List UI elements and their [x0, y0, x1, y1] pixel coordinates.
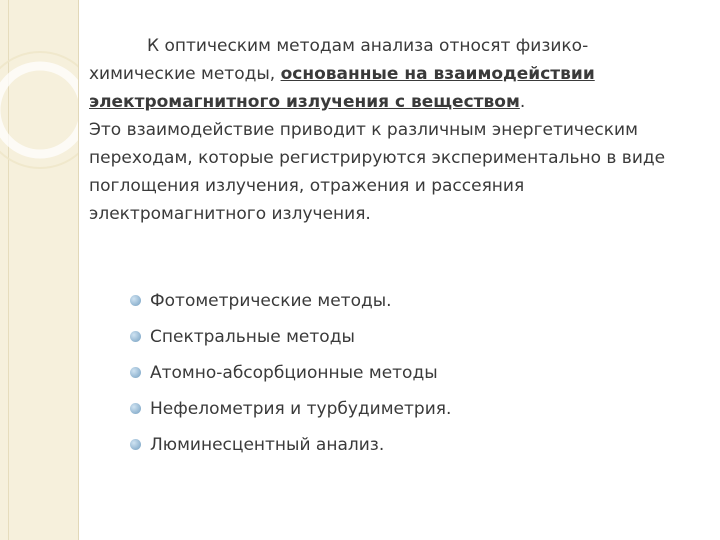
list-item-text: Атомно-абсорбционные методы [150, 363, 438, 383]
list-item-text: Фотометрические методы. [150, 291, 392, 311]
second-sentence: Это взаимодействие приводит к различным энергетическим переходам, которые регистрируются экспериментально в виде поглощения излучения, отражения и рассеяния электромагнитного излучения. [89, 120, 666, 224]
bullet-icon [130, 367, 141, 378]
decorative-circles [0, 0, 78, 540]
list-item-text: Нефелометрия и турбудиметрия. [150, 399, 452, 419]
list-item [130, 319, 451, 355]
bullet-icon [130, 295, 141, 306]
list-item-text: Спектральные методы [150, 327, 355, 347]
emphasis-text: основанные на взаимодействии электромагнитного излучения с веществом [89, 64, 595, 112]
list-item [130, 427, 451, 463]
methods-list [130, 283, 451, 463]
bullet-icon [130, 403, 141, 414]
list-item [130, 283, 451, 319]
list-item-text: Люминесцентный анализ. [150, 435, 385, 455]
bullet-icon [130, 439, 141, 450]
intro-text: К оптическим методам анализа относят физико-химические методы, [89, 36, 589, 84]
list-item [130, 391, 451, 427]
bullet-icon [130, 331, 141, 342]
slide-content [89, 32, 689, 228]
intro-paragraph [89, 32, 689, 228]
list-item [130, 355, 451, 391]
period-text: . [519, 92, 526, 112]
decorative-side-band [0, 0, 79, 540]
